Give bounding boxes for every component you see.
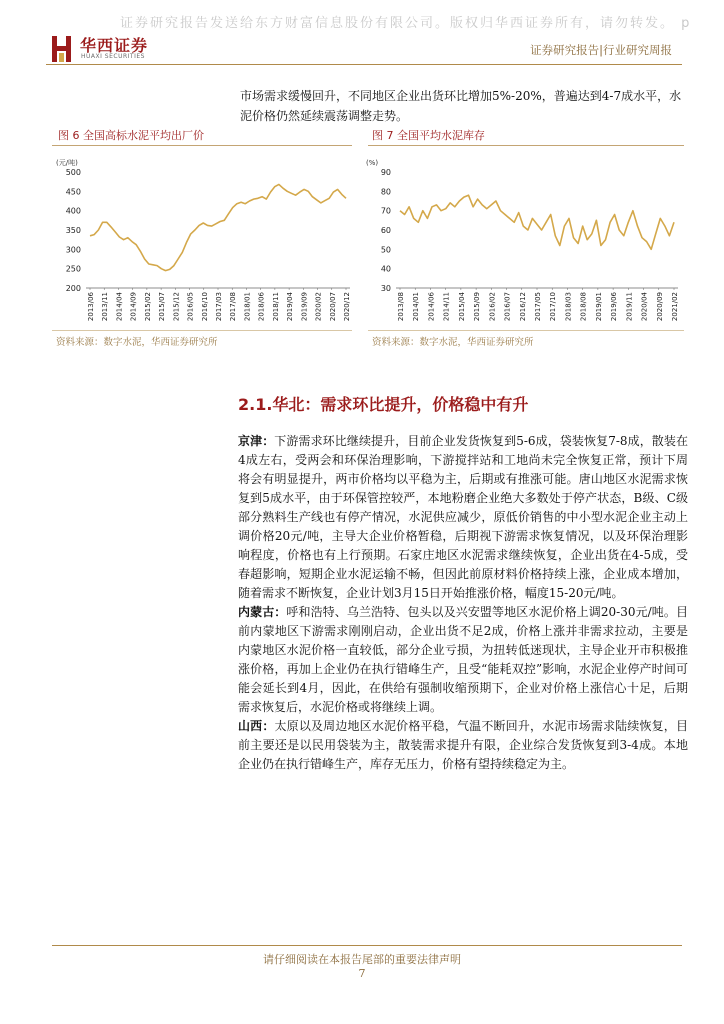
x-tick-label: 2014/01 [412,292,421,322]
y-tick-label: 80 [380,187,391,197]
logo-chinese-name: 华西证券 [80,36,149,55]
page-number: 7 [358,967,366,980]
y-tick-label: 50 [380,245,391,255]
section-title: 2.1.华北：需求环比提升，价格稳中有升 [238,395,529,414]
x-tick-label: 2021/02 [671,292,679,322]
x-tick-label: 2020/07 [328,292,337,322]
y-tick-label: 450 [65,187,81,197]
x-tick-label: 2015/04 [457,292,466,322]
y-tick-label: 250 [65,264,81,274]
paragraph-shanxi [238,717,688,774]
x-tick-label: 2015/07 [158,292,167,322]
watermark-text: 证券研究报告发送给东方财富信息股份有限公司。版权归华西证券所有，请勿转发。 p [120,16,692,31]
y-axis-unit: (元/吨) [56,159,78,167]
x-tick-label: 2017/08 [229,292,238,322]
figure-6-source-rule [52,330,352,331]
y-tick-label: 200 [65,284,81,293]
x-tick-label: 2020/12 [343,292,351,322]
paragraph-neimenggu-label: 内蒙古： [238,605,287,619]
paragraph-neimenggu-text: 呼和浩特、乌兰浩特、包头以及兴安盟等地区水泥价格上调20-30元/吨。目前内蒙地区下游需求刚刚启动，企业出货不足2成，价格上涨并非需求拉动，主要是内蒙地区水泥价格一直较低，部分企业亏损，为扭转低迷现状，主导企业开市积极推涨价格，再加上企业仍在执行错峰生产，且受“能耗双控”影响，水泥企业停产时间可能会延长到4月，因此，在供给有强制收缩预期下，企业对价格上涨信心十足，后期需求恢复后，水泥价格或将继续上调。 [238,605,688,714]
huaxi-logo-icon [52,36,72,62]
x-tick-label: 2018/03 [564,292,573,322]
figure-7-source: 资料来源：数字水泥，华西证券研究所 [372,337,534,348]
x-tick-label: 2014/06 [427,292,436,322]
x-tick-label: 2014/09 [129,292,138,322]
x-tick-label: 2017/03 [215,292,223,322]
x-tick-label: 2015/12 [172,292,181,322]
x-tick-label: 2013/06 [87,292,95,322]
paragraph-neimenggu [238,603,688,717]
figure-6-source: 资料来源：数字水泥，华西证券研究所 [56,337,218,348]
x-tick-label: 2018/11 [271,292,280,322]
x-tick-label: 2019/11 [625,292,634,322]
figure-6-title: 图 6 全国高标水泥平均出厂价 [58,129,204,142]
x-tick-label: 2019/06 [610,292,619,322]
paragraph-jingjin [238,432,688,603]
x-tick-label: 2018/08 [579,292,588,322]
paragraph-jingjin-text: 下游需求环比继续提升，目前企业发货恢复到5-6成，袋装恢复7-8成，散装在4成左右，受两会和环保治理影响，下游搅拌站和工地尚未完全恢复正常，预计下周将会有明显提升，两市价格均以平稳为主，后期或有推涨可能。唐山地区水泥需求恢复到5成水平，由于环保管控较严，本地粉磨企业绝大多数处于停产状态，B级、C级部分熟料生产线也有停产情况，水泥供应减少，原低价销售的中小型水泥企业主动上调价格20元/吨，主导大企业价格暂稳，后期视下游需求恢复情况，以及环保治理影响程度，价格也有上行预期。石家庄地区水泥需求继续恢复，企业出货在4-5成，受春超影响，短期企业水泥运输不畅，但因此前原材料价格持续上涨，企业成本增加，随着需求不断恢复，企业计划3月15日开始推涨价格，幅度15-20元/吨。 [238,434,688,600]
x-tick-label: 2016/07 [503,292,512,322]
x-tick-label: 2016/12 [518,292,527,322]
x-tick-label: 2020/09 [655,292,664,322]
intro-paragraph: 市场需求缓慢回升，不同地区企业出货环比增加5%-20%，普遍达到4-7成水平，水泥价格仍然延续震荡调整走势。 [240,89,682,123]
x-tick-label: 2017/05 [534,292,542,322]
x-tick-label: 2013/08 [397,292,405,322]
figure-7-chart [368,150,684,330]
logo-english-name: HUAXI SECURITIES [81,53,145,60]
paragraph-shanxi-text: 太原以及周边地区水泥价格平稳，气温不断回升，水泥市场需求陆续恢复，目前主要还是以民用袋装为主，散装需求提升有限，企业综合发货恢复到3-4成。本地企业仍在执行错峰生产，库存无压力，价格有望持续稳定为主。 [238,719,688,771]
x-tick-label: 2015/09 [473,292,482,322]
y-tick-label: 60 [380,226,391,235]
x-tick-label: 2014/11 [442,292,451,322]
paragraph-jingjin-label: 京津： [238,434,275,448]
legal-notice: 请仔细阅读在本报告尾部的重要法律声明 [263,953,461,966]
figure-7-source-rule [368,330,684,331]
y-tick-label: 30 [380,284,391,293]
x-tick-label: 2019/04 [286,292,295,322]
y-axis-unit: (%) [366,159,379,167]
footer-divider [52,945,682,946]
x-tick-label: 2020/02 [314,292,323,322]
y-tick-label: 400 [65,206,81,216]
header-divider [46,64,682,65]
figure-6-title-rule [52,145,352,146]
figure-7-title: 图 7 全国平均水泥库存 [372,129,485,142]
x-tick-label: 2018/01 [243,292,252,322]
x-tick-label: 2016/10 [200,292,209,322]
x-tick-label: 2013/11 [101,292,110,322]
x-tick-label: 2020/04 [640,292,649,322]
report-type-label: 证券研究报告|行业研究周报 [530,43,672,57]
x-tick-label: 2019/01 [594,292,603,322]
x-tick-label: 2016/02 [488,292,497,322]
figure-7-title-rule [368,145,684,146]
x-tick-label: 2014/04 [115,292,124,322]
series-line [400,195,674,249]
x-tick-label: 2018/06 [257,292,266,322]
x-tick-label: 2016/05 [186,292,195,322]
y-tick-label: 40 [380,264,391,274]
figure-6-chart [52,150,352,330]
y-tick-label: 500 [65,168,81,177]
y-tick-label: 90 [380,168,391,177]
paragraph-shanxi-label: 山西： [238,719,275,733]
x-tick-label: 2017/10 [549,292,558,322]
x-tick-label: 2015/02 [143,292,152,322]
x-tick-label: 2019/09 [300,292,309,322]
y-tick-label: 70 [380,206,391,216]
y-tick-label: 350 [65,226,81,235]
series-line [90,184,346,270]
y-tick-label: 300 [65,245,81,255]
